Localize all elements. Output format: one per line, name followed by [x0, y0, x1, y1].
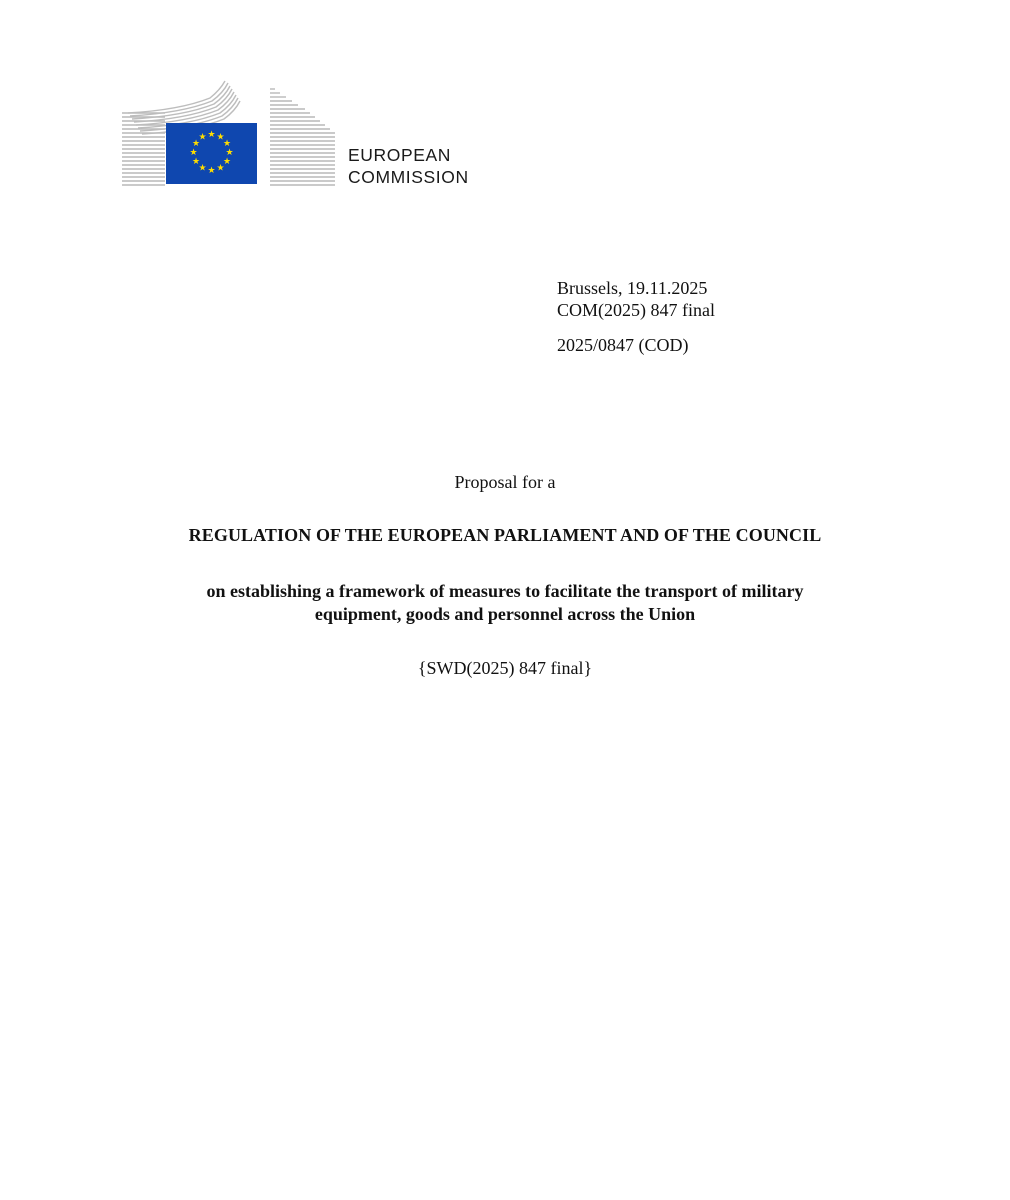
- svg-text:★: ★: [225, 148, 234, 158]
- logo-line-european: EUROPEAN: [348, 145, 452, 165]
- svg-text:★: ★: [222, 139, 232, 149]
- svg-text:★: ★: [191, 139, 201, 149]
- reference-block: [557, 277, 715, 356]
- swd-reference: {SWD(2025) 847 final}: [417, 658, 593, 678]
- proposal-intro: Proposal for a: [454, 472, 556, 492]
- procedure-number: 2025/0847 (COD): [557, 335, 689, 355]
- berlaymont-building-icon: [120, 78, 340, 188]
- svg-text:★: ★: [207, 130, 216, 140]
- svg-text:★: ★: [191, 157, 201, 167]
- com-number: COM(2025) 847 final: [557, 300, 715, 320]
- regulation-title: REGULATION OF THE EUROPEAN PARLIAMENT AND OF THE COUNCIL: [188, 525, 822, 545]
- subject-line-1: on establishing a framework of measures to facilitate the transport of military: [206, 581, 804, 601]
- svg-text:★: ★: [207, 166, 216, 176]
- subject-line-2: equipment, goods and personnel across the Union: [314, 604, 696, 624]
- european-commission-logo: [120, 78, 500, 188]
- svg-text:★: ★: [216, 163, 225, 174]
- logo-line-commission: COMMISSION: [348, 167, 469, 187]
- regulation-subject: [0, 580, 1010, 626]
- svg-text:★: ★: [222, 157, 232, 167]
- svg-text:★: ★: [189, 148, 198, 158]
- place-date: Brussels, 19.11.2025: [557, 278, 708, 298]
- svg-text:★: ★: [198, 163, 207, 174]
- svg-text:★: ★: [198, 132, 207, 143]
- logo-wordmark: [348, 144, 469, 188]
- svg-text:★: ★: [216, 132, 225, 143]
